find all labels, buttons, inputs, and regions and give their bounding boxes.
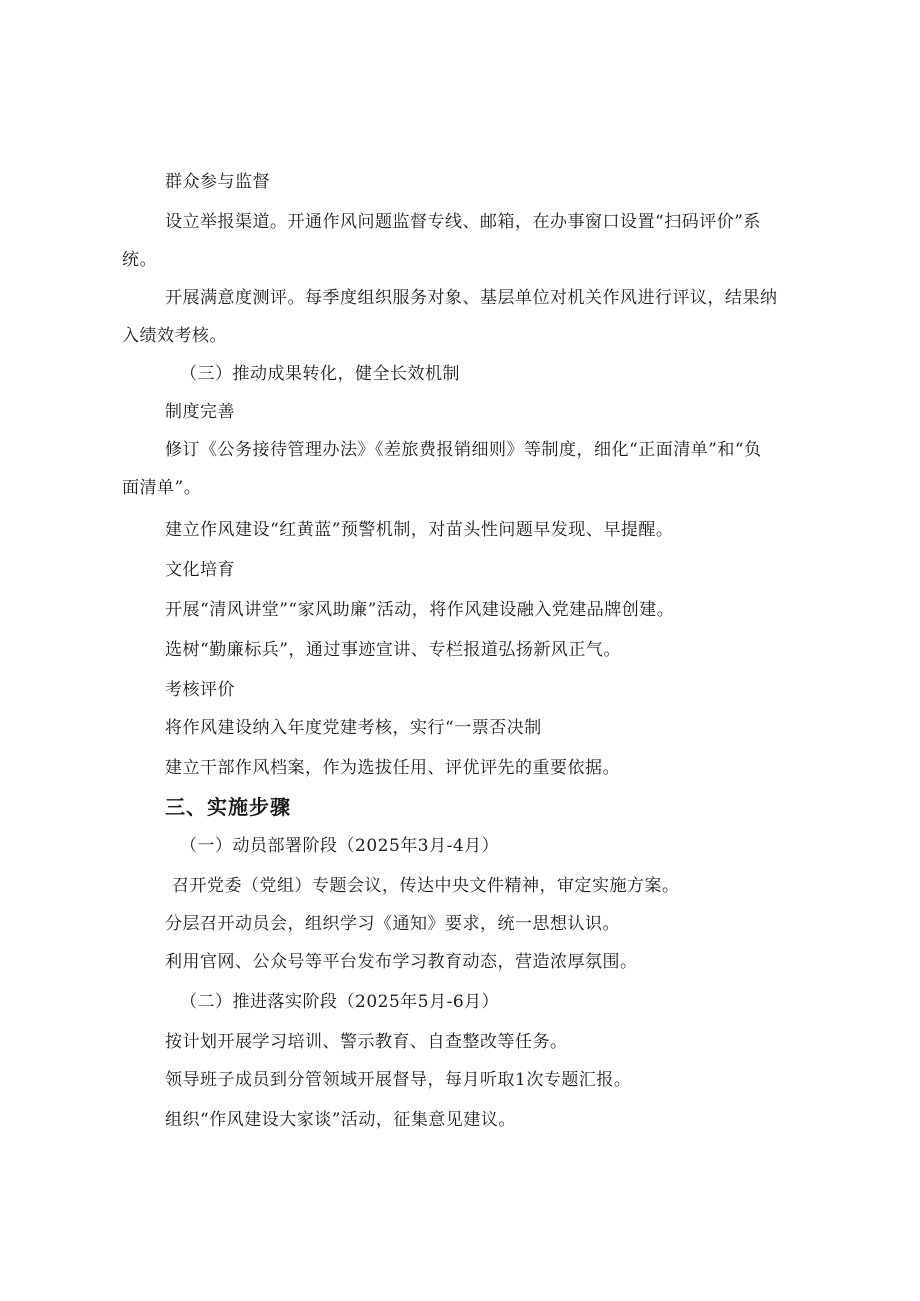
paragraph-line: 按计划开展学习培训、警示教育、自查整改等任务。 xyxy=(165,1032,568,1052)
subsection-title-system: 制度完善 xyxy=(165,402,235,422)
paragraph-line: 设立举报渠道。开通作风问题监督专线、邮箱，在办事窗口设置“扫码评价”系 xyxy=(165,212,761,232)
paragraph-line: 分层召开动员会，组织学习《通知》要求，统一思想认识。 xyxy=(165,914,620,934)
paragraph-line: 建立干部作风档案，作为选拔任用、评优评先的重要依据。 xyxy=(165,758,620,778)
subsection-title-culture: 文化培育 xyxy=(165,560,235,580)
paragraph-line: 建立作风建设“红黄蓝”预警机制，对苗头性问题早发现、早提醒。 xyxy=(165,520,674,540)
paragraph-line: 将作风建设纳入年度党建考核，实行“一票否决制 xyxy=(165,718,542,738)
section-title-three: （三）推动成果转化，健全长效机制 xyxy=(180,364,460,384)
phase-title: （一）动员部署阶段（2025年3月-4月） xyxy=(180,836,500,856)
paragraph-line: 修订《公务接待管理办法》《差旅费报销细则》等制度，细化“正面清单”和“负 xyxy=(165,440,762,460)
paragraph-line: 组织“作风建设大家谈”活动，征集意见建议。 xyxy=(165,1110,516,1130)
paragraph-line: 开展“清风讲堂”“家风助廉”活动，将作风建设融入党建品牌创建。 xyxy=(165,600,675,620)
paragraph-line: 召开党委（党组）专题会议，传达中央文件精神，审定实施方案。 xyxy=(172,876,680,896)
paragraph-line: 统。 xyxy=(122,250,157,270)
paragraph-line: 入绩效考核。 xyxy=(122,326,227,346)
paragraph-line: 领导班子成员到分管领域开展督导，每月听取1次专题汇报。 xyxy=(165,1070,632,1090)
paragraph-line: 面清单”。 xyxy=(122,478,202,498)
paragraph-line: 选树“勤廉标兵”，通过事迹宣讲、专栏报道弘扬新风正气。 xyxy=(165,640,621,660)
subsection-title-supervision: 群众参与监督 xyxy=(165,172,270,192)
paragraph-line: 利用官网、公众号等平台发布学习教育动态，营造浓厚氛围。 xyxy=(165,952,638,972)
section-heading-steps: 三、实施步骤 xyxy=(165,795,291,819)
subsection-title-evaluation: 考核评价 xyxy=(165,680,235,700)
paragraph-line: 开展满意度测评。每季度组织服务对象、基层单位对机关作风进行评议，结果纳 xyxy=(165,288,778,308)
phase-title: （二）推进落实阶段（2025年5月-6月） xyxy=(180,992,500,1012)
